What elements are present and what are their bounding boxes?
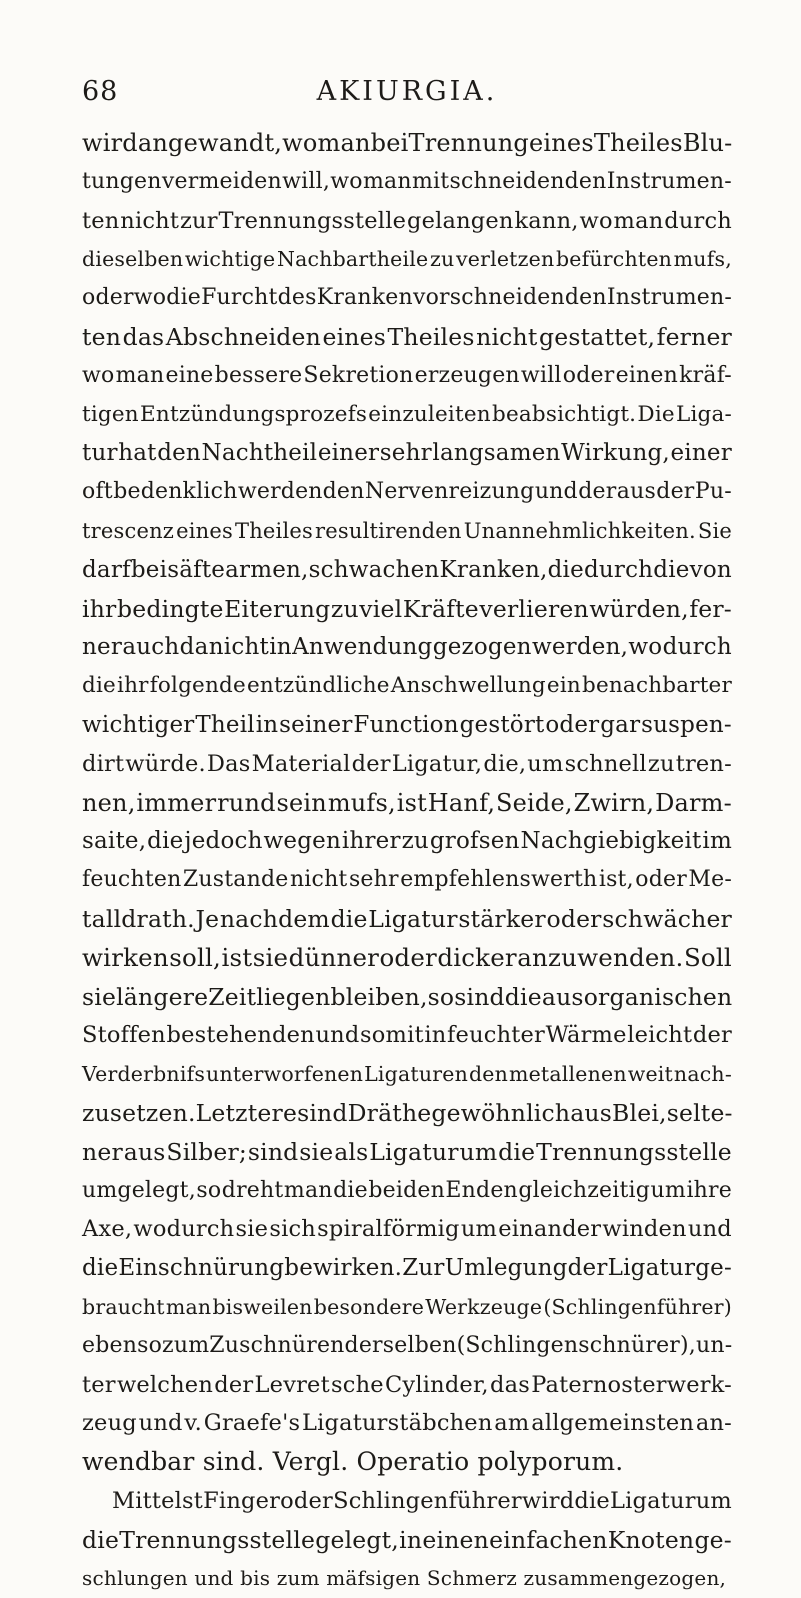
text-line: ten das Abschneiden eines Theiles nicht gestattet, ferner: [82, 322, 732, 351]
text-line: dieselben wichtige Nachbartheile zu verletzen befürchten mufs,: [82, 247, 732, 272]
text-line: wendbar sind. Vergl. Operatio polyporum.: [82, 1447, 624, 1477]
text-line: ner aus Silber; sind sie als Ligatur um die Trennungsstelle: [82, 1137, 732, 1166]
text-line: wirken soll, ist sie dünner oder dicker anzuwenden. Soll: [82, 942, 732, 972]
text-line: zeug und v. Graefe's Ligaturstäbchen am allgemeinsten an-: [82, 1410, 732, 1437]
text-line: darf bei säftearmen, schwachen Kranken, die durch die von: [82, 556, 732, 583]
running-title: AKIURGIA.: [316, 76, 498, 107]
text-line: zusetzen. Letztere sind Dräthe gewöhnlich aus Blei, selte-: [82, 1098, 733, 1127]
text-line: umgelegt, so dreht man die beiden Enden gleichzeitig um ihre: [82, 1177, 732, 1203]
text-line: oder wo die Furcht des Kranken vor schneidenden Instrumen-: [82, 285, 732, 311]
text-line: ihr bedingte Eiterung zu viel Kräfte verlieren würden, fer-: [82, 594, 732, 623]
text-line: tungen vermeiden will, wo man mit schneidenden Instrumen-: [82, 168, 732, 194]
text-line: sie längere Zeit liegen bleiben, so sind die aus organischen: [82, 982, 733, 1011]
text-line: wird angewandt, wo man bei Trennung eines Theiles Blu-: [82, 129, 733, 157]
text-line: wo man eine bessere Sekretion erzeugen will oder einen kräf-: [82, 362, 732, 388]
text-line: talldrath. Je nachdem die Ligatur stärker oder schwächer: [82, 904, 732, 933]
text-line: saite, die jedoch wegen ihrer zu grofsen Nachgiebigkeit im: [82, 828, 732, 855]
page-number: 68: [82, 76, 119, 107]
text-line: ten nicht zur Trennungsstelle gelangen kann, wo man durch: [82, 207, 732, 234]
text-line: braucht man bisweilen besondere Werkzeuge (Schlingenführer): [82, 1294, 732, 1319]
text-line: wichtiger Theil in seiner Function gestört oder gar suspen-: [82, 711, 732, 738]
text-line: die Trennungsstelle gelegt, in einen einfachen Knoten ge-: [82, 1525, 732, 1554]
text-line: dirt würde. Das Material der Ligatur, die, um schnell zu tren-: [82, 750, 732, 777]
text-line: feuchten Zustande nicht sehr empfehlenswerth ist, oder Me-: [82, 867, 732, 893]
body-text: [82, 124, 732, 1598]
text-line: Axe, wodurch sie sich spiralförmig um einander winden und: [82, 1216, 732, 1243]
text-line: tur hat den Nachtheil einer sehr langsamen Wirkung, einer: [82, 440, 732, 467]
text-line: die Einschnürung bewirken. Zur Umlegung der Ligatur ge-: [82, 1255, 732, 1282]
text-line: eben so zum Zuschnüren derselben (Schlingenschnürer), un-: [82, 1332, 733, 1358]
text-line: oft bedenklich werdenden Nervenreizung und der aus der Pu-: [82, 479, 732, 505]
text-line: trescenz eines Theiles resultirenden Unannehmlichkeiten. Sie: [82, 518, 732, 543]
text-line: die ihr folgende entzündliche Anschwellung ein benachbarter: [82, 673, 732, 699]
text-line: nen, immer rund sein mufs, ist Hanf, Seide, Zwirn, Darm-: [82, 788, 732, 817]
text-line: Verderbnifs unterworfenen Ligaturen den metallenen weit nach-: [82, 1062, 732, 1087]
text-line: Mittelst Finger oder Schlingenführer wird die Ligatur um: [112, 1487, 732, 1514]
text-line: ter welchen der Levret sche Cylinder, das Paternosterwerk-: [82, 1371, 732, 1398]
text-line: ner auch da nicht in Anwendung gezogen werden, wo durch: [82, 634, 732, 661]
text-line: Stoffen bestehenden und somit in feuchter Wärme leicht der: [82, 1022, 732, 1049]
text-line: tigen Entzündungsprozefs einzuleiten beabsichtigt. Die Liga-: [82, 401, 732, 427]
page-header: [82, 76, 732, 116]
text-line: schlungen und bis zum mäfsigen Schmerz zusammengezogen,: [82, 1566, 727, 1591]
